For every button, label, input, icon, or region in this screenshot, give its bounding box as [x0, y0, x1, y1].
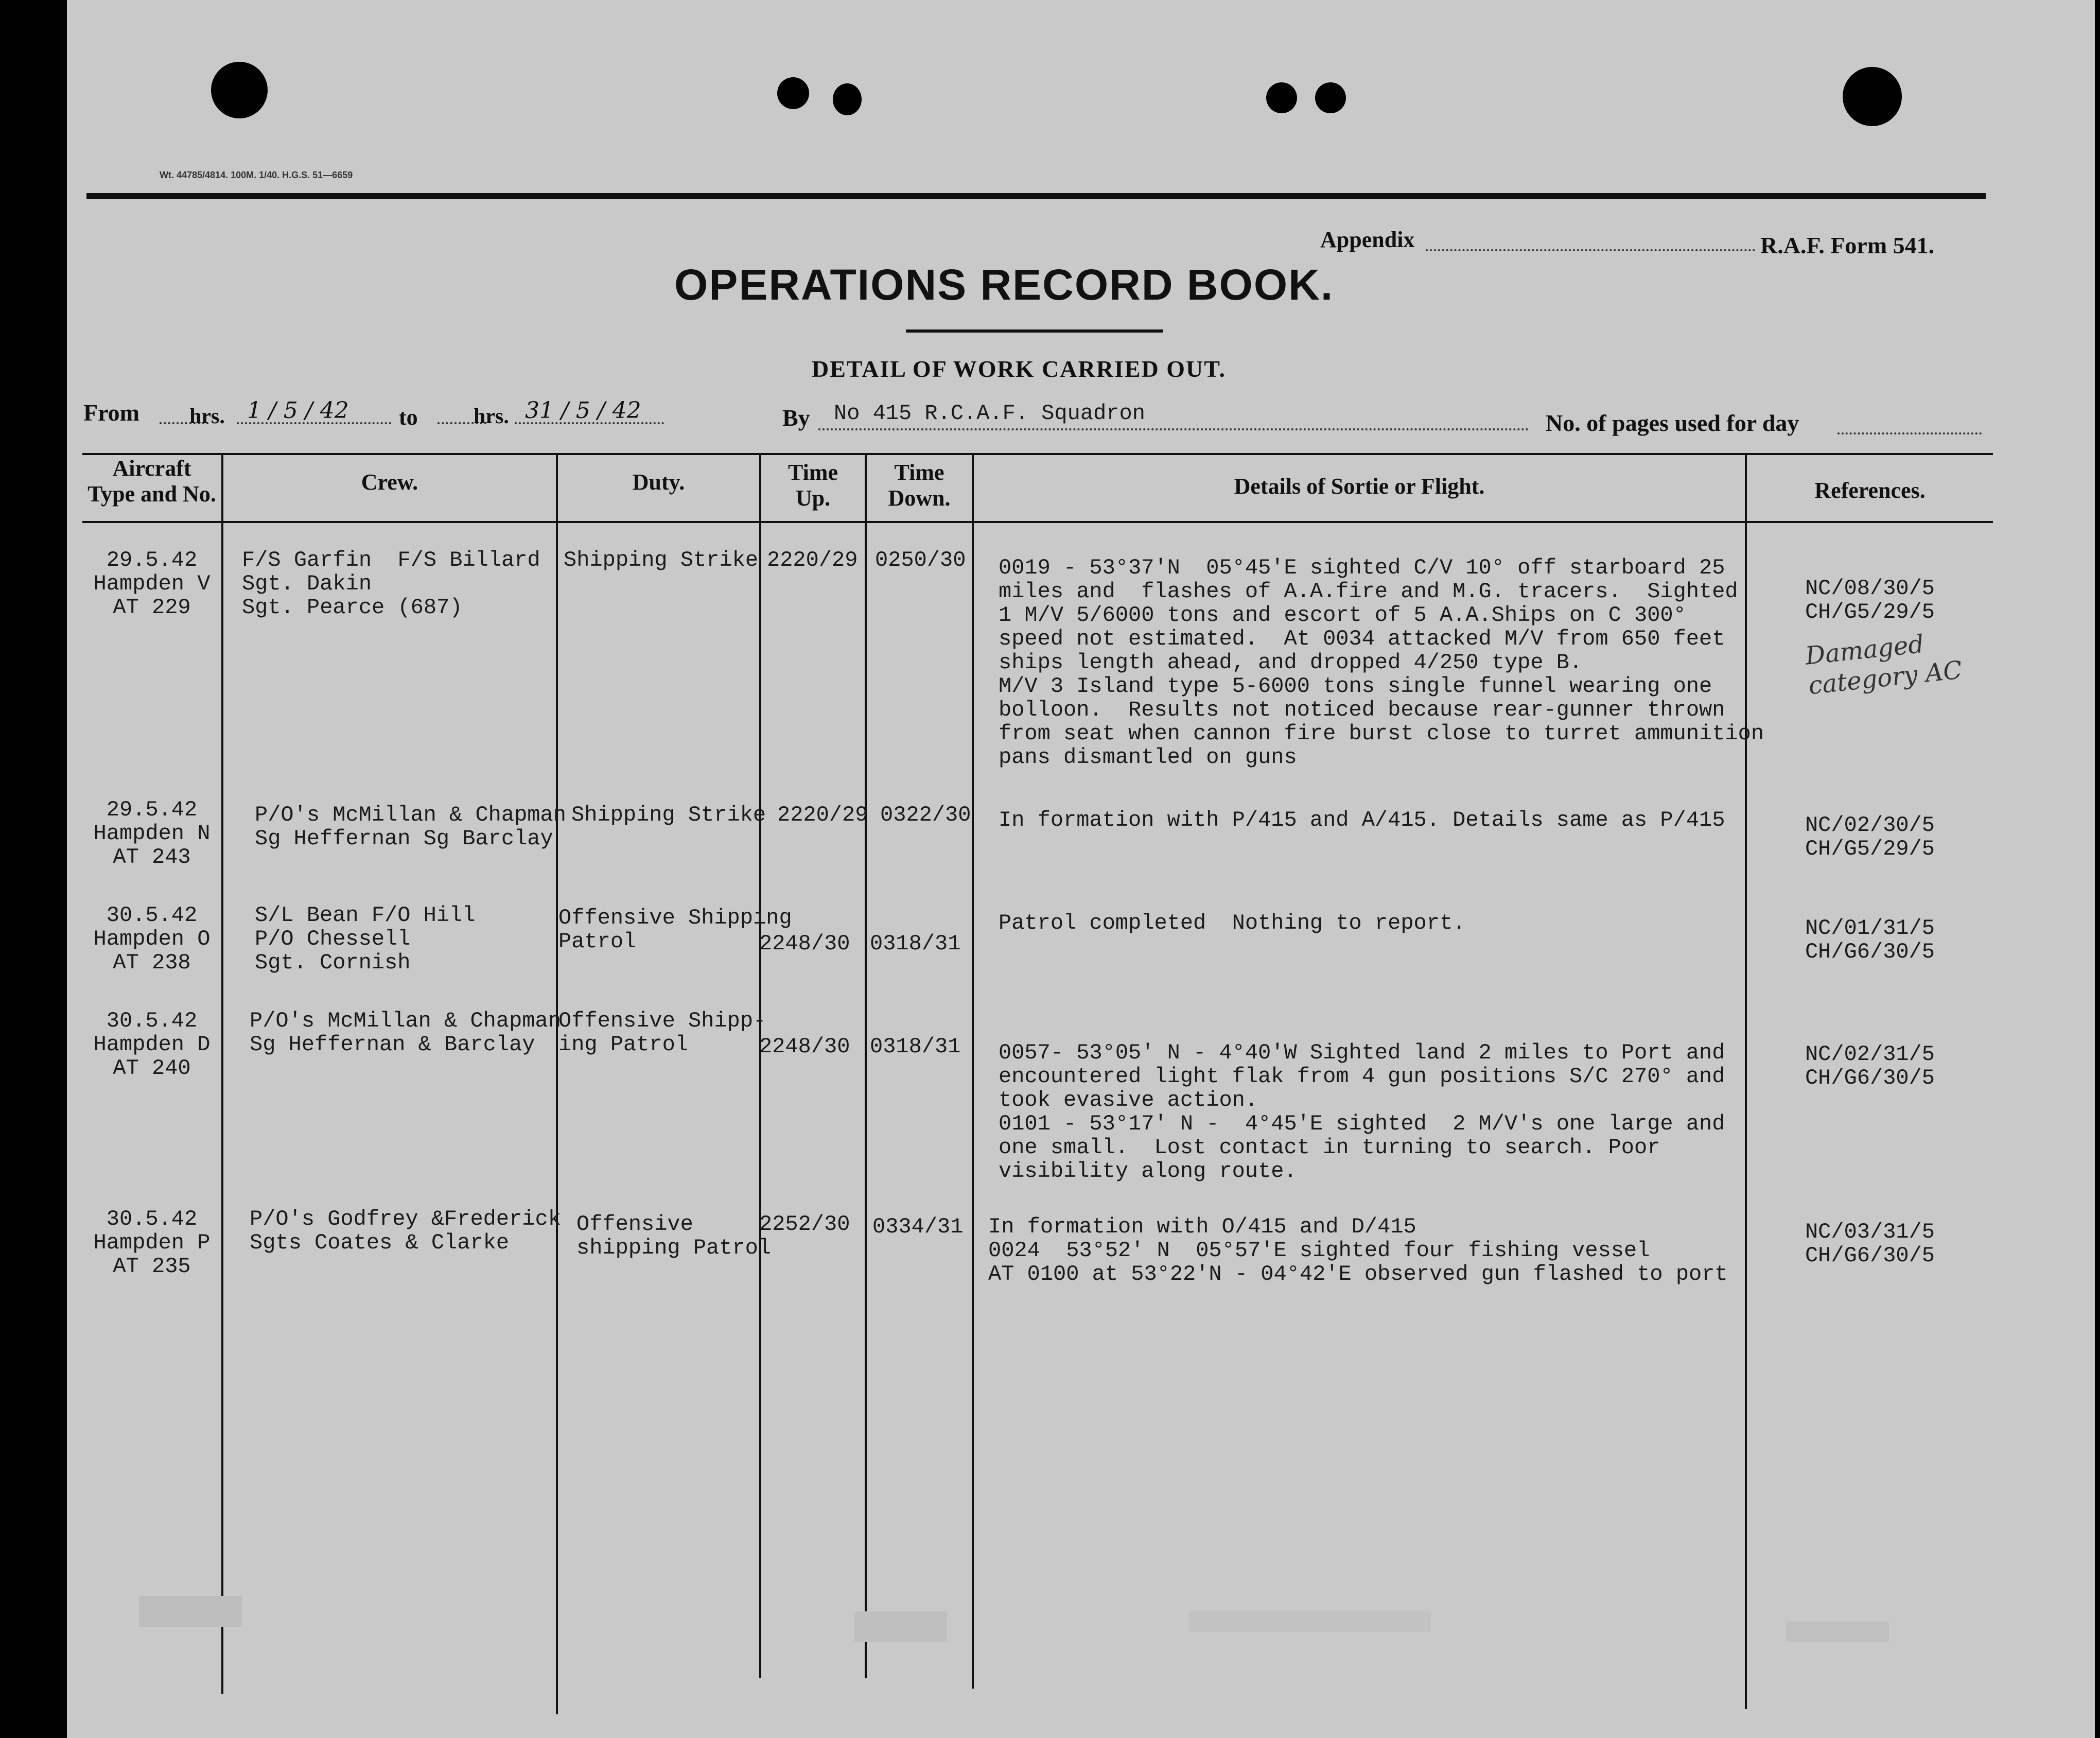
- page-title: OPERATIONS RECORD BOOK.: [674, 260, 1334, 309]
- col-divider: [221, 453, 223, 1694]
- document-sheet: [67, 0, 2095, 1738]
- row-3-time-down: 0318/31: [870, 931, 961, 956]
- row-1-details: 0019 - 53°37'N 05°45'E sighted C/V 10° off starboard 25 miles and flashes of A.A.fire and M.G. tracers. Sighted 1 M/V 5/6000 tons and escort of 5 A.A.Ships on C 300° speed not estimated. At 0034 attacked M/V from 650 feet ships length ahead, and dropped 4/250 type B. M/V 3 Island type 5-6000 tons single funnel wearing one bolloon. Results not noticed because rear-gunner thrown from seat when cannon fire burst close to turret ammunition pans dismantled on guns: [999, 555, 1764, 770]
- punch-hole: [1843, 67, 1902, 126]
- row-4-crew: P/O's McMillan & Chapman Sg Heffernan & Barclay: [250, 1009, 561, 1057]
- row-4-time-down: 0318/31: [870, 1034, 961, 1059]
- pages-used-field: [1837, 432, 1982, 434]
- row-3-crew: S/L Bean F/O Hill P/O Chessell Sgt. Cornish: [255, 903, 476, 975]
- from-label: From: [83, 399, 140, 426]
- row-2-crew: P/O's McMillan & Chapman Sg Heffernan Sg Barclay: [255, 803, 566, 851]
- pages-used-label: No. of pages used for day: [1546, 410, 1799, 436]
- bleed-through-mark: [1189, 1611, 1431, 1632]
- subtitle: DETAIL OF WORK CARRIED OUT.: [812, 356, 1227, 382]
- to-date: 31 / 5 / 42: [525, 397, 641, 424]
- punch-hole: [777, 77, 809, 109]
- form-number: R.A.F. Form 541.: [1760, 232, 1935, 258]
- row-1-crew: F/S Garfin F/S Billard Sgt. Dakin Sgt. Pearce (687): [242, 548, 540, 620]
- row-4-time-up: 2248/30: [759, 1034, 850, 1059]
- row-5-time-up: 2252/30: [759, 1212, 850, 1237]
- row-2-time-down: 0322/30: [880, 803, 971, 827]
- row-4-references: NC/02/31/5 CH/G6/30/5: [1805, 1042, 1935, 1090]
- punch-hole: [1315, 82, 1346, 113]
- table-top-rule: [82, 453, 1993, 455]
- hrs-label-2: hrs.: [474, 405, 509, 428]
- punch-hole: [1266, 82, 1297, 113]
- row-1-time-up: 2220/29: [767, 548, 858, 572]
- from-date-field: [237, 422, 391, 424]
- hrs-label: hrs.: [189, 405, 225, 428]
- row-2-aircraft: 29.5.42 Hampden N AT 243: [93, 797, 211, 870]
- row-1-aircraft: 29.5.42 Hampden V AT 229: [93, 548, 211, 620]
- bleed-through-mark: [139, 1596, 242, 1627]
- to-label: to: [399, 405, 418, 430]
- col-header-time-down: Time Down.: [888, 460, 951, 511]
- row-1-time-down: 0250/30: [875, 548, 966, 572]
- appendix-field: [1426, 249, 1755, 251]
- row-3-aircraft: 30.5.42 Hampden O AT 238: [93, 903, 211, 975]
- row-5-aircraft: 30.5.42 Hampden P AT 235: [93, 1207, 211, 1279]
- col-divider: [759, 453, 761, 1678]
- col-header-details: Details of Sortie or Flight.: [1234, 474, 1485, 499]
- col-header-time-up: Time Up.: [788, 460, 838, 511]
- bleed-through-mark: [1786, 1622, 1889, 1642]
- row-3-duty: Offensive Shipping Patrol: [558, 906, 792, 954]
- row-4-duty: Offensive Shipp- ing Patrol: [558, 1009, 766, 1057]
- col-divider: [865, 453, 867, 1678]
- row-5-references: NC/03/31/5 CH/G6/30/5: [1805, 1220, 1935, 1268]
- row-5-duty: Offensive shipping Patrol: [576, 1212, 772, 1260]
- col-divider: [556, 453, 558, 1714]
- by-label: By: [782, 405, 810, 431]
- row-3-references: NC/01/31/5 CH/G6/30/5: [1805, 916, 1935, 964]
- row-1-duty: Shipping Strike: [564, 548, 759, 572]
- print-code: Wt. 44785/4814. 100M. 1/40. H.G.S. 51—6659: [160, 170, 353, 180]
- punch-hole: [211, 62, 268, 118]
- col-header-crew: Crew.: [361, 470, 418, 495]
- row-2-time-up: 2220/29: [777, 803, 868, 827]
- title-rule: [906, 329, 1163, 333]
- row-1-handwritten-annotation: Damaged category AC: [1804, 629, 1964, 701]
- appendix-label: Appendix: [1320, 227, 1415, 252]
- row-2-references: NC/02/30/5 CH/G5/29/5: [1805, 813, 1935, 861]
- by-field: [818, 428, 1529, 430]
- row-4-aircraft: 30.5.42 Hampden D AT 240: [93, 1009, 211, 1081]
- col-header-duty: Duty.: [632, 470, 685, 495]
- row-5-crew: P/O's Godfrey &Frederick Sgts Coates & Clarke: [250, 1207, 561, 1255]
- col-divider: [972, 453, 974, 1689]
- from-date: 1 / 5 / 42: [247, 397, 349, 424]
- row-2-details: In formation with P/415 and A/415. Details same as P/415: [999, 808, 1725, 832]
- col-header-references: References.: [1814, 478, 1926, 503]
- row-4-details: 0057- 53°05' N - 4°40'W Sighted land 2 miles to Port and encountered light flak from 4 gun positions S/C 270° and took evasive action. 0101 - 53°17' N - 4°45'E sighted 2 M/V's one large and one small. Lost contact in turning to search. Poor visibility along route.: [999, 1040, 1725, 1184]
- row-5-details: In formation with O/415 and D/415 0024 53°52' N 05°57'E sighted four fishing vessel AT 0100 at 53°22'N - 04°42'E observed gun flashed to port: [988, 1214, 1728, 1287]
- squadron-name: No 415 R.C.A.F. Squadron: [834, 401, 1145, 426]
- table-header-rule: [82, 521, 1993, 523]
- punch-hole: [833, 83, 862, 115]
- bleed-through-mark: [854, 1611, 947, 1642]
- row-5-time-down: 0334/31: [872, 1214, 964, 1239]
- to-date-field: [515, 422, 664, 424]
- col-header-aircraft: Aircraft Type and No.: [87, 456, 216, 507]
- row-3-details: Patrol completed Nothing to report.: [999, 911, 1466, 935]
- row-3-time-up: 2248/30: [759, 931, 850, 956]
- row-1-references: NC/08/30/5 CH/G5/29/5: [1805, 576, 1935, 624]
- top-rule: [86, 193, 1986, 199]
- row-2-duty: Shipping Strike: [571, 803, 766, 827]
